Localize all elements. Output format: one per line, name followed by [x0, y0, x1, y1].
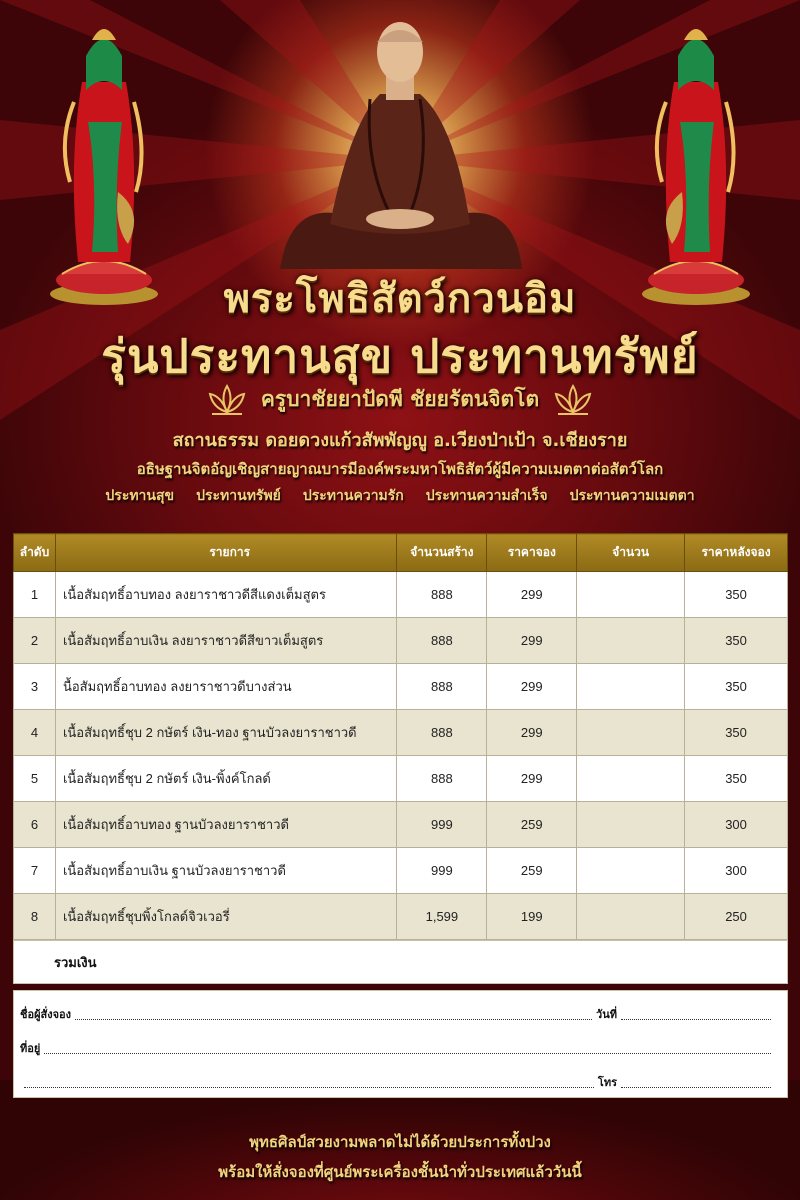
address-row: [20, 1039, 775, 1057]
teacher-row: [0, 382, 800, 416]
date-field[interactable]: [621, 1019, 771, 1020]
row-item: เนื้อสัมฤทธิ์ชุบ 2 กษัตร์ เงิน-พิ้งค์โกลด์: [55, 756, 396, 802]
row-item: เนื้อสัมฤทธิ์อาบเงิน ฐานบัวลงยาราชาวดี: [55, 848, 396, 894]
footer-tagline: พุทธศิลป์สวยงามพลาดไม่ได้ด้วยประการทั้งปวง: [249, 1133, 551, 1151]
row-number: 4: [14, 710, 56, 756]
blessing-item: ประทานสุข: [105, 488, 175, 504]
name-label: ชื่อผู้สั่งจอง: [20, 1009, 72, 1021]
row-price: 259: [487, 802, 577, 848]
address-label: ที่อยู่: [20, 1043, 41, 1055]
row-after-price: 350: [685, 572, 788, 618]
row-item: เนื้อสัมฤทธิ์อาบเงิน ลงยาราชาวดีสีขาวเต็มสูตร: [55, 618, 396, 664]
row-number: 3: [14, 664, 56, 710]
row-made: 888: [397, 618, 487, 664]
row-after-price: 350: [685, 710, 788, 756]
poster-subtitle: รุ่นประทานสุข ประทานทรัพย์: [101, 329, 699, 383]
row-qty-field[interactable]: [577, 802, 685, 848]
row-number: 2: [14, 618, 56, 664]
phone-field[interactable]: [621, 1087, 771, 1088]
address-field-line2[interactable]: [24, 1087, 594, 1088]
invocation-text: อธิษฐานจิตอัญเชิญสายญาณบารมีองค์พระมหาโพธิสัตว์ผู้มีความเมตตาต่อสัตว์โลก: [136, 460, 664, 478]
row-qty-field[interactable]: [577, 894, 685, 940]
row-qty-field[interactable]: [577, 572, 685, 618]
address-field[interactable]: [44, 1053, 771, 1054]
row-number: 1: [14, 572, 56, 618]
row-price: 299: [487, 664, 577, 710]
blessing-item: ประทานความสำเร็จ: [425, 488, 548, 504]
table-header-row: [14, 534, 788, 572]
row-number: 7: [14, 848, 56, 894]
blessing-item: ประทานทรัพย์: [196, 488, 281, 504]
row-price: 199: [487, 894, 577, 940]
row-qty-field[interactable]: [577, 848, 685, 894]
header-qty: จำนวน: [577, 534, 685, 572]
header-item: รายการ: [55, 534, 396, 572]
row-number: 6: [14, 802, 56, 848]
row-item: เนื้อสัมฤทธิ์อาบทอง ลงยาราชาวดีสีแดงเต็มสูตร: [55, 572, 396, 618]
row-made: 1,599: [397, 894, 487, 940]
table-row: [14, 848, 788, 894]
guanyin-statue-icon: [640, 12, 752, 307]
row-item: เนื้อสัมฤทธิ์อาบทอง ฐานบัวลงยาราชาวดี: [55, 802, 396, 848]
row-made: 888: [397, 710, 487, 756]
row-item: เนื้อสัมฤทธิ์ชุบ 2 กษัตร์ เงิน-ทอง ฐานบัวลงยาราชาวดี: [55, 710, 396, 756]
row-made: 888: [397, 664, 487, 710]
temple-location: สถานธรรม ดอยดวงแก้วสัพพัญญู อ.เวียงป่าเป้า จ.เชียงราย: [172, 430, 628, 451]
table-row: [14, 894, 788, 940]
date-label: วันที่: [596, 1009, 617, 1021]
lotus-ornament-icon: [553, 382, 593, 416]
blessing-list: [0, 485, 800, 507]
row-price: 299: [487, 710, 577, 756]
poster-title: พระโพธิสัตว์กวนอิม: [223, 275, 577, 322]
row-made: 999: [397, 848, 487, 894]
monk-portrait: [270, 14, 530, 269]
blessing-item: ประทานความเมตตา: [569, 488, 695, 504]
row-after-price: 350: [685, 664, 788, 710]
row-number: 8: [14, 894, 56, 940]
row-qty-field[interactable]: [577, 756, 685, 802]
table-row: [14, 664, 788, 710]
address-phone-row: [20, 1073, 775, 1091]
row-made: 888: [397, 572, 487, 618]
name-field[interactable]: [75, 1019, 592, 1020]
footer-availability: พร้อมให้สั่งจองที่ศูนย์พระเครื่องชั้นนำทั่วประเทศแล้ววันนี้: [218, 1163, 582, 1181]
total-label: รวมเงิน: [54, 954, 97, 970]
row-item: เนื้อสัมฤทธิ์ชุบพิ้งโกลด์จิวเวอรี่: [55, 894, 396, 940]
row-made: 999: [397, 802, 487, 848]
row-after-price: 300: [685, 848, 788, 894]
name-date-row: [20, 1005, 775, 1023]
row-number: 5: [14, 756, 56, 802]
row-price: 299: [487, 756, 577, 802]
table-row: [14, 572, 788, 618]
row-qty-field[interactable]: [577, 664, 685, 710]
row-after-price: 250: [685, 894, 788, 940]
row-after-price: 350: [685, 618, 788, 664]
row-price: 299: [487, 618, 577, 664]
row-after-price: 300: [685, 802, 788, 848]
table-row: [14, 710, 788, 756]
table-row: [14, 618, 788, 664]
total-field[interactable]: [13, 940, 788, 984]
order-table: [13, 533, 788, 940]
guanyin-statue-icon: [48, 12, 160, 307]
row-made: 888: [397, 756, 487, 802]
header-made: จำนวนสร้าง: [397, 534, 487, 572]
teacher-name: ครูบาชัยยาปัดพี ชัยยรัตนจิตโต: [260, 386, 540, 411]
row-price: 259: [487, 848, 577, 894]
blessing-item: ประทานความรัก: [302, 488, 404, 504]
row-after-price: 350: [685, 756, 788, 802]
header-no: ลำดับ: [14, 534, 56, 572]
header-after: ราคาหลังจอง: [685, 534, 788, 572]
table-row: [14, 802, 788, 848]
lotus-ornament-icon: [207, 382, 247, 416]
table-row: [14, 756, 788, 802]
row-qty-field[interactable]: [577, 710, 685, 756]
header-price: ราคาจอง: [487, 534, 577, 572]
row-item: นื้อสัมฤทธิ์อาบทอง ลงยาราชาวดีบางส่วน: [55, 664, 396, 710]
row-price: 299: [487, 572, 577, 618]
row-qty-field[interactable]: [577, 618, 685, 664]
order-form: [13, 990, 788, 1098]
phone-label: โทร: [597, 1077, 617, 1089]
